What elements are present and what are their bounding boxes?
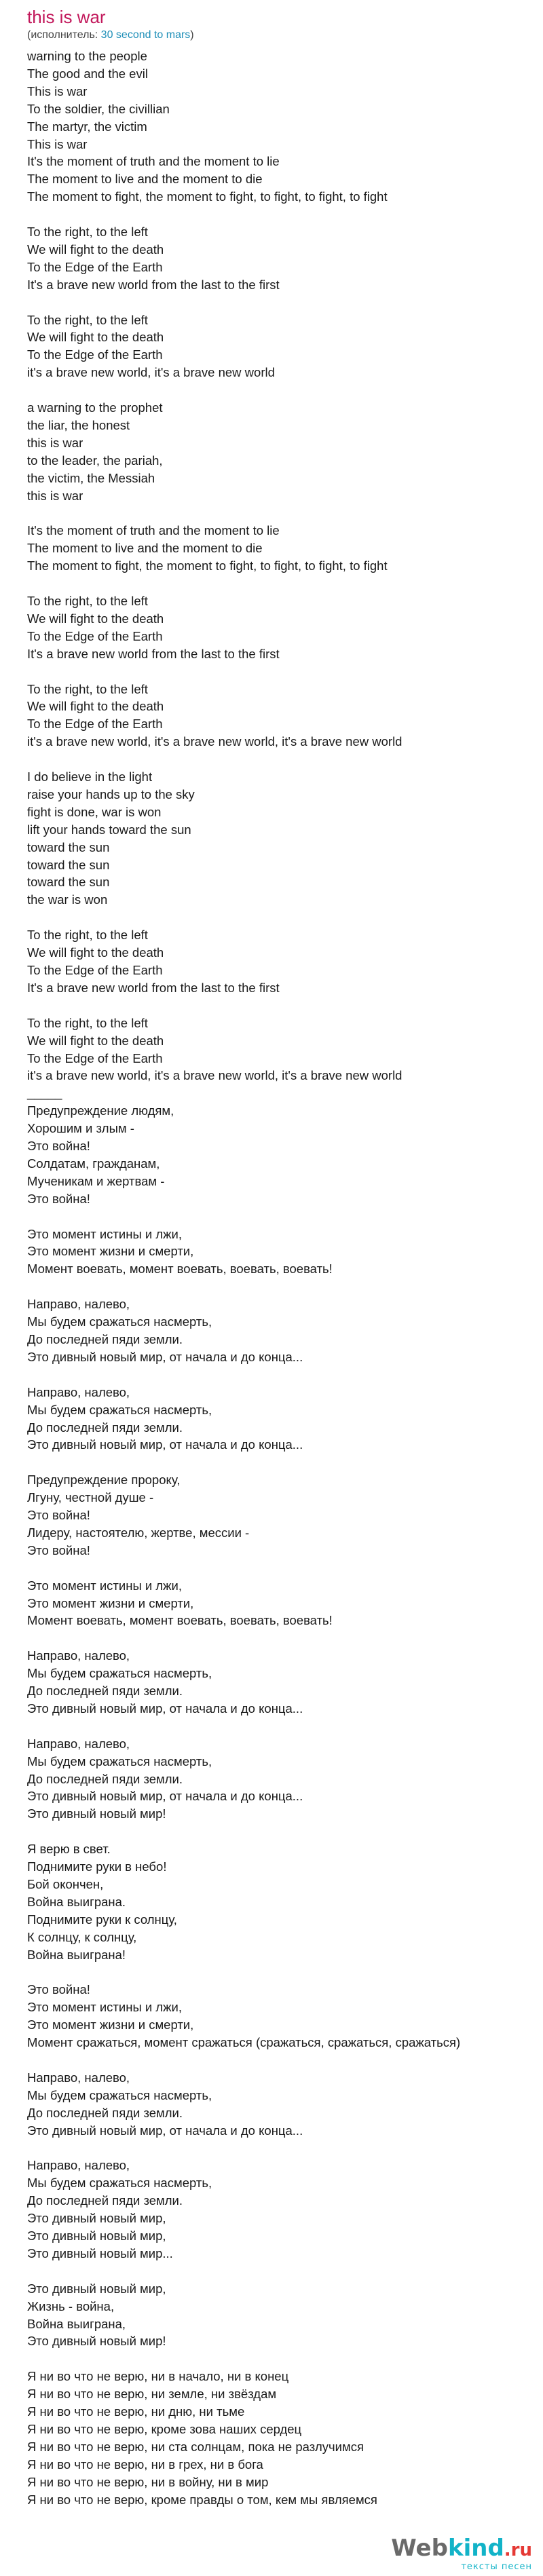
lyric-line: Момент воевать, момент воевать, воевать, воевать! xyxy=(27,1262,333,1276)
lyric-line: Я ни во что не верю, ни в грех, ни в бога xyxy=(27,2457,263,2471)
lyric-line: До последней пяди земли. xyxy=(27,1420,183,1435)
lyric-line: Это момент жизни и смерти, xyxy=(27,1244,194,1259)
lyric-line: The martyr, the victim xyxy=(27,119,147,134)
logo-part-kind: kind xyxy=(447,2535,504,2562)
lyrics-stanza xyxy=(27,681,543,751)
lyrics-stanza xyxy=(27,1295,543,1366)
lyrics-stanza xyxy=(27,1471,543,1559)
lyric-line: We will fight to the death xyxy=(27,945,164,960)
lyric-line: Война выиграна. xyxy=(27,1894,126,1909)
lyric-line: To the Edge of the Earth xyxy=(27,259,163,274)
lyric-line: To the Edge of the Earth xyxy=(27,1050,163,1065)
lyric-line: Я ни во что не верю, ни дню, ни тьме xyxy=(27,2404,245,2419)
artist-link[interactable]: 30 second to mars xyxy=(100,29,191,41)
lyric-line: К солнцу, к солнцу, xyxy=(27,1929,137,1944)
lyrics-body xyxy=(27,48,543,2509)
lyric-line: Жизнь - война, xyxy=(27,2298,115,2313)
lyric-line: Я ни во что не верю, ни в войну, ни в мир xyxy=(27,2474,269,2489)
lyric-line: До последней пяди земли. xyxy=(27,1331,183,1346)
lyrics-stanza xyxy=(27,522,543,575)
lyric-line: Это дивный новый мир! xyxy=(27,1806,166,1821)
lyric-line: Направо, налево, xyxy=(27,2070,130,2085)
lyrics-stanza xyxy=(27,223,543,294)
lyric-line: Это дивный новый мир, от начала и до конца... xyxy=(27,1701,303,1716)
lyric-line: Поднимите руки к солнцу, xyxy=(27,1912,177,1927)
lyrics-stanza xyxy=(27,1840,543,1963)
logo-part-web: Web xyxy=(391,2535,448,2562)
lyric-line: This is war xyxy=(27,136,88,151)
lyric-line: It's a brave new world from the last to the first xyxy=(27,980,280,995)
lyric-line: Направо, налево, xyxy=(27,1736,130,1751)
lyric-line: Направо, налево, xyxy=(27,2158,130,2173)
lyric-line: The moment to fight, the moment to fight, to fight, to fight, to fight xyxy=(27,189,388,204)
lyric-line: Мы будем сражаться насмерть, xyxy=(27,1666,212,1681)
webkind-logo xyxy=(391,2537,532,2562)
lyric-line: To the Edge of the Earth xyxy=(27,963,163,977)
lyric-line: До последней пяди земли. xyxy=(27,1684,183,1699)
lyrics-stanza xyxy=(27,1981,543,2051)
lyric-line: Я ни во что не верю, ни в начало, ни в конец xyxy=(27,2369,289,2384)
lyric-line: To the right, to the left xyxy=(27,681,148,696)
lyric-line: a warning to the prophet xyxy=(27,400,163,415)
lyrics-stanza xyxy=(27,926,543,997)
lyric-line: Мы будем сражаться насмерть, xyxy=(27,1314,212,1329)
lyric-line: Это момент жизни и смерти, xyxy=(27,1595,194,1610)
lyric-line: To the right, to the left xyxy=(27,594,148,609)
lyric-line: fight is done, war is won xyxy=(27,804,162,819)
lyric-line: Это дивный новый мир! xyxy=(27,2334,166,2349)
lyrics-stanza xyxy=(27,1102,543,1207)
lyric-line: To the soldier, the civillian xyxy=(27,101,170,116)
lyric-line: Это дивный новый мир, от начала и до конца... xyxy=(27,1437,303,1452)
lyric-line: We will fight to the death xyxy=(27,1033,164,1048)
lyric-line: Это дивный новый мир, xyxy=(27,2281,166,2296)
lyric-line: Это война! xyxy=(27,1982,90,1997)
lyric-line: Это война! xyxy=(27,1508,90,1523)
lyric-line: Бой окончен, xyxy=(27,1876,104,1891)
lyric-line: Лидеру, настоятелю, жертве, мессии - xyxy=(27,1525,250,1540)
logo-subtitle: тексты песен xyxy=(461,2562,532,2572)
lyrics-stanza xyxy=(27,2368,543,2508)
lyric-line: Хорошим и злым - xyxy=(27,1121,134,1136)
lyrics-stanza xyxy=(27,48,543,206)
lyric-line: Это война! xyxy=(27,1542,90,1557)
lyric-line: Мы будем сражаться насмерть, xyxy=(27,1754,212,1768)
lyric-line: We will fight to the death xyxy=(27,611,164,626)
lyrics-stanza xyxy=(27,2157,543,2262)
lyric-line: Война выиграна, xyxy=(27,2316,126,2331)
lyric-line: The good and the evil xyxy=(27,66,148,81)
lyric-line: To the right, to the left xyxy=(27,928,148,943)
lyric-line: Мы будем сражаться насмерть, xyxy=(27,1402,212,1417)
lyric-line: the victim, the Messiah xyxy=(27,470,155,485)
lyric-line: toward the sun xyxy=(27,875,110,890)
lyrics-stanza xyxy=(27,311,543,382)
lyric-line: Это дивный новый мир, от начала и до конца... xyxy=(27,1789,303,1804)
lyric-line: It's a brave new world from the last to the first xyxy=(27,277,280,292)
lyric-line: До последней пяди земли. xyxy=(27,2105,183,2120)
lyric-line: Момент сражаться, момент сражаться (сражаться, сражаться, сражаться) xyxy=(27,2035,461,2050)
lyric-line: Мы будем сражаться насмерть, xyxy=(27,2176,212,2191)
lyric-line: Я ни во что не верю, кроме правды о том, кем мы являемся xyxy=(27,2492,377,2507)
artist-prefix: (исполнитель: xyxy=(27,29,101,41)
lyric-line: We will fight to the death xyxy=(27,330,164,345)
lyric-line: We will fight to the death xyxy=(27,699,164,714)
lyric-line: Это дивный новый мир, xyxy=(27,2211,166,2226)
lyric-line: Лгуну, честной душе - xyxy=(27,1490,154,1505)
lyric-line: Это момент истины и лжи, xyxy=(27,2000,182,2015)
lyric-line: lift your hands toward the sun xyxy=(27,822,191,837)
lyrics-stanza xyxy=(27,592,543,663)
lyric-line: To the right, to the left xyxy=(27,1015,148,1030)
lyrics-stanza xyxy=(27,1384,543,1454)
lyric-line: Предупреждение пророку, xyxy=(27,1473,181,1488)
lyric-line: raise your hands up to the sky xyxy=(27,787,195,801)
lyric-line: this is war xyxy=(27,488,83,503)
lyric-line: Это дивный новый мир, от начала и до конца... xyxy=(27,1349,303,1364)
lyric-line: Направо, налево, xyxy=(27,1648,130,1663)
lyrics-stanza xyxy=(27,1735,543,1823)
lyric-line: Я ни во что не верю, ни земле, ни звёздам xyxy=(27,2387,277,2402)
lyric-line: it's a brave new world, it's a brave new world xyxy=(27,365,275,380)
lyric-line: To the Edge of the Earth xyxy=(27,628,163,643)
lyric-line: Это дивный новый мир, xyxy=(27,2229,166,2243)
lyric-line: this is war xyxy=(27,435,83,450)
lyric-line: Мы будем сражаться насмерть, xyxy=(27,2087,212,2102)
lyric-line: The moment to fight, the moment to fight, to fight, to fight, to fight xyxy=(27,558,388,573)
lyric-line: Это война! xyxy=(27,1191,90,1206)
artist-line xyxy=(27,29,543,42)
lyric-line: Это дивный новый мир, от начала и до конца... xyxy=(27,2123,303,2138)
lyrics-stanza xyxy=(27,1015,543,1103)
lyric-line: To the right, to the left xyxy=(27,225,148,240)
lyric-line: toward the sun xyxy=(27,839,110,854)
lyric-line: To the Edge of the Earth xyxy=(27,347,163,362)
lyric-line: This is war xyxy=(27,83,88,98)
lyric-line: The moment to live and the moment to die xyxy=(27,172,263,187)
lyric-line: Направо, налево, xyxy=(27,1297,130,1312)
lyric-line: the liar, the honest xyxy=(27,417,130,432)
lyric-line: to the leader, the pariah, xyxy=(27,453,163,468)
lyric-line: The moment to live and the moment to die xyxy=(27,541,263,556)
lyric-line: Война выиграна! xyxy=(27,1947,126,1962)
lyric-line: Солдатам, гражданам, xyxy=(27,1156,160,1171)
site-watermark[interactable] xyxy=(391,2537,532,2572)
lyric-line: To the Edge of the Earth xyxy=(27,717,163,732)
lyrics-stanza xyxy=(27,1647,543,1718)
lyric-line: Я верю в свет. xyxy=(27,1842,111,1857)
lyric-line: It's the moment of truth and the moment to lie xyxy=(27,154,280,169)
lyric-line: До последней пяди земли. xyxy=(27,1771,183,1786)
lyric-line: _____ xyxy=(27,1086,62,1101)
lyric-line: I do believe in the light xyxy=(27,770,153,784)
lyric-line: Это война! xyxy=(27,1139,90,1154)
lyrics-stanza xyxy=(27,2069,543,2140)
song-title: this is war xyxy=(27,7,106,27)
lyric-line: We will fight to the death xyxy=(27,242,164,257)
lyric-line: toward the sun xyxy=(27,857,110,872)
lyrics-stanza xyxy=(27,1577,543,1630)
logo-tld: .ru xyxy=(504,2540,532,2560)
lyric-line: Момент воевать, момент воевать, воевать, воевать! xyxy=(27,1613,333,1628)
lyric-line: Это дивный новый мир... xyxy=(27,2246,173,2260)
lyrics-stanza xyxy=(27,2280,543,2351)
lyric-line: To the right, to the left xyxy=(27,312,148,327)
lyric-line: Поднимите руки в небо! xyxy=(27,1859,167,1874)
lyric-line: it's a brave new world, it's a brave new world, it's a brave new world xyxy=(27,734,402,749)
lyric-line: Это момент истины и лжи, xyxy=(27,1226,182,1241)
lyric-line: Я ни во что не верю, кроме зова наших сердец xyxy=(27,2422,302,2436)
lyric-line: it's a brave new world, it's a brave new world, it's a brave new world xyxy=(27,1068,402,1083)
lyrics-stanza xyxy=(27,399,543,504)
lyric-line: Предупреждение людям, xyxy=(27,1103,174,1118)
lyric-line: Направо, налево, xyxy=(27,1384,130,1399)
lyric-line: It's a brave new world from the last to the first xyxy=(27,646,280,661)
lyric-line: Это момент жизни и смерти, xyxy=(27,2018,194,2032)
lyric-line: Я ни во что не верю, ни ста солнцам, пока не разлучимся xyxy=(27,2439,364,2454)
lyric-line: Мученикам и жертвам - xyxy=(27,1173,165,1188)
lyric-line: Это момент истины и лжи, xyxy=(27,1578,182,1593)
lyric-line: warning to the people xyxy=(27,49,147,63)
lyrics-stanza xyxy=(27,768,543,909)
artist-suffix: ) xyxy=(190,29,194,41)
lyric-line: До последней пяди земли. xyxy=(27,2193,183,2208)
lyrics-stanza xyxy=(27,1226,543,1278)
lyric-line: It's the moment of truth and the moment to lie xyxy=(27,523,280,538)
lyric-line: the war is won xyxy=(27,892,108,907)
